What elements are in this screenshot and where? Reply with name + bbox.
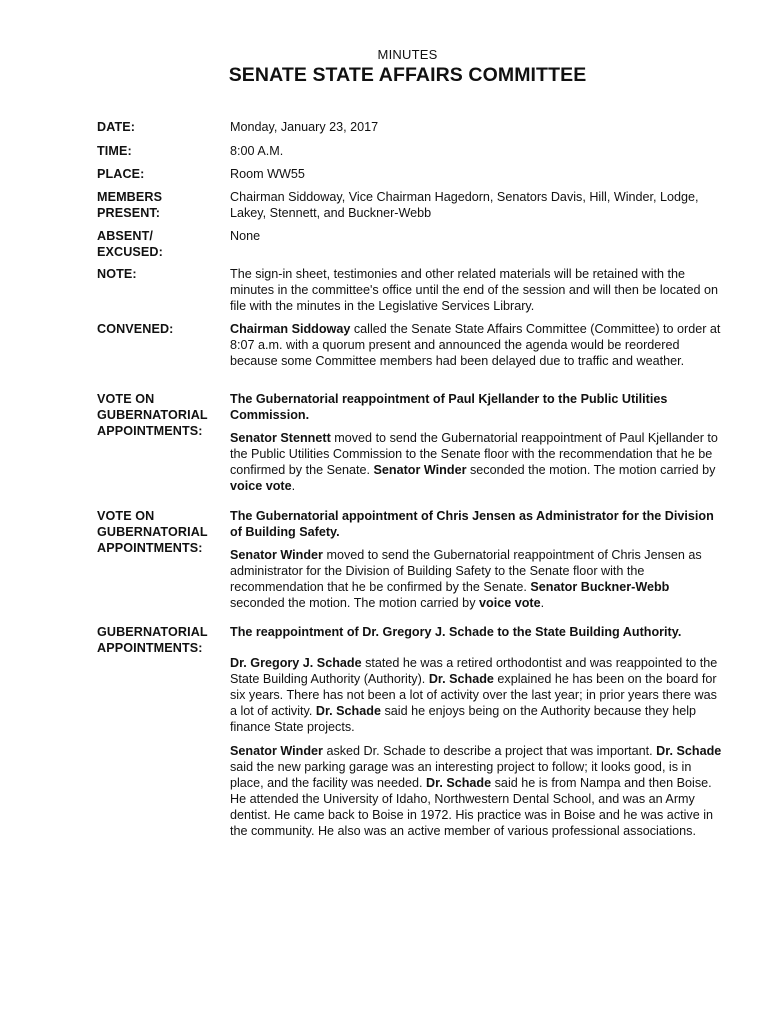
appointment-schade-label: GUBERNATORIAL APPOINTMENTS: [97,625,208,655]
paragraph-text: explained he has been on the board for six years. There has not been a lot of activity over the last year; in prior years there was a lot of activity. [230,672,717,718]
speaker-name: Senator Winder [230,744,323,758]
vote-result: voice vote [479,596,541,610]
date-label: DATE: [97,120,136,134]
convened-body: called the Senate State Affairs Committee (Committee) to order at 8:07 a.m. with a quorum present and announced the agenda would be reordered because some Committee members had been delayed due to traffic and weather. [230,322,721,368]
vote-jensen-content [230,508,722,617]
convened-speaker: Chairman Siddoway [230,322,351,336]
motion-seconder: Senator Buckner-Webb [530,580,670,594]
sentence-end: . [291,479,296,493]
time-label: TIME: [97,144,132,158]
vote-kjellander-motion [230,430,722,494]
motion-mover: Senator Stennett [230,431,331,445]
vote-kjellander-label: VOTE ON GUBERNATORIAL APPOINTMENTS: [97,392,208,438]
schade-paragraph-1 [230,655,722,735]
place-label: PLACE: [97,167,145,181]
convened-text [230,321,722,369]
committee-title: SENATE STATE AFFAIRS COMMITTEE [228,64,587,86]
paragraph-text: said the new parking garage was an interesting project to follow; it looks good, is in place, and the facility was needed. [230,760,692,790]
vote-jensen-heading: The Gubernatorial appointment of Chris Jensen as Administrator for the Division of Building Safety. [230,509,714,539]
schade-paragraph-2 [230,743,722,839]
place-value: Room WW55 [230,167,305,181]
paragraph-text: said he enjoys being on the Authority because they help finance State projects. [230,704,697,734]
motion-text: moved to send the Gubernatorial reappointment of Paul Kjellander to the Public Utilities Commission to the Senate floor with the recommendation that he be confirmed by the Senate. [230,431,718,477]
time-value: 8:00 A.M. [230,144,284,158]
vote-jensen-motion [230,547,722,611]
second-text: seconded the motion. The motion carried by [230,596,479,610]
absent-label: ABSENT/ EXCUSED: [97,229,163,259]
members-label: MEMBERS PRESENT: [97,190,163,220]
note-label: NOTE: [97,267,137,281]
absent-value: None [230,229,261,243]
sentence-end: . [540,596,545,610]
appointment-schade-content [230,624,722,845]
vote-kjellander-heading: The Gubernatorial reappointment of Paul Kjellander to the Public Utilities Commission. [230,392,668,422]
motion-text: moved to send the Gubernatorial reappointment of Chris Jensen as administrator for the Division of Building Safety to the Senate floor with the recommendation that he be confirmed by the Senate. [230,548,702,594]
speaker-name: Dr. Schade [315,704,381,718]
vote-result: voice vote [230,479,292,493]
paragraph-text: stated he was a retired orthodontist and was reappointed to the State Building Authority (Authority). [230,656,718,686]
vote-jensen-label: VOTE ON GUBERNATORIAL APPOINTMENTS: [97,509,208,555]
members-value: Chairman Siddoway, Vice Chairman Hagedorn, Senators Davis, Hill, Winder, Lodge, Lakey, Stennett, and Buckner-Webb [230,190,699,220]
note-value: The sign-in sheet, testimonies and other related materials will be retained with the minutes in the committee's office until the end of the session and will then be located on file with the minutes in the Legislative Services Library. [230,267,719,313]
speaker-name: Dr. Schade [656,744,722,758]
speaker-name: Dr. Schade [426,776,492,790]
motion-seconder: Senator Winder [373,463,467,477]
paragraph-text: said he is from Nampa and then Boise. He attended the University of Idaho, Northwestern Dental School, and was an Army dentist. He came back to Boise in 1972. His practice was in Boise and he was active in the community. He also was an active member of various professional associations. [230,776,714,838]
second-text: seconded the motion. The motion carried by [466,463,716,477]
paragraph-text: asked Dr. Schade to describe a project that was important. [322,744,657,758]
speaker-name: Dr. Schade [428,672,494,686]
date-value: Monday, January 23, 2017 [230,120,379,134]
vote-kjellander-content [230,391,722,500]
speaker-name: Dr. Gregory J. Schade [230,656,362,670]
appointment-schade-heading: The reappointment of Dr. Gregory J. Schade to the State Building Authority. [230,625,682,639]
document-subtitle: MINUTES [377,47,438,62]
convened-label: CONVENED: [97,322,174,336]
motion-mover: Senator Winder [230,548,323,562]
